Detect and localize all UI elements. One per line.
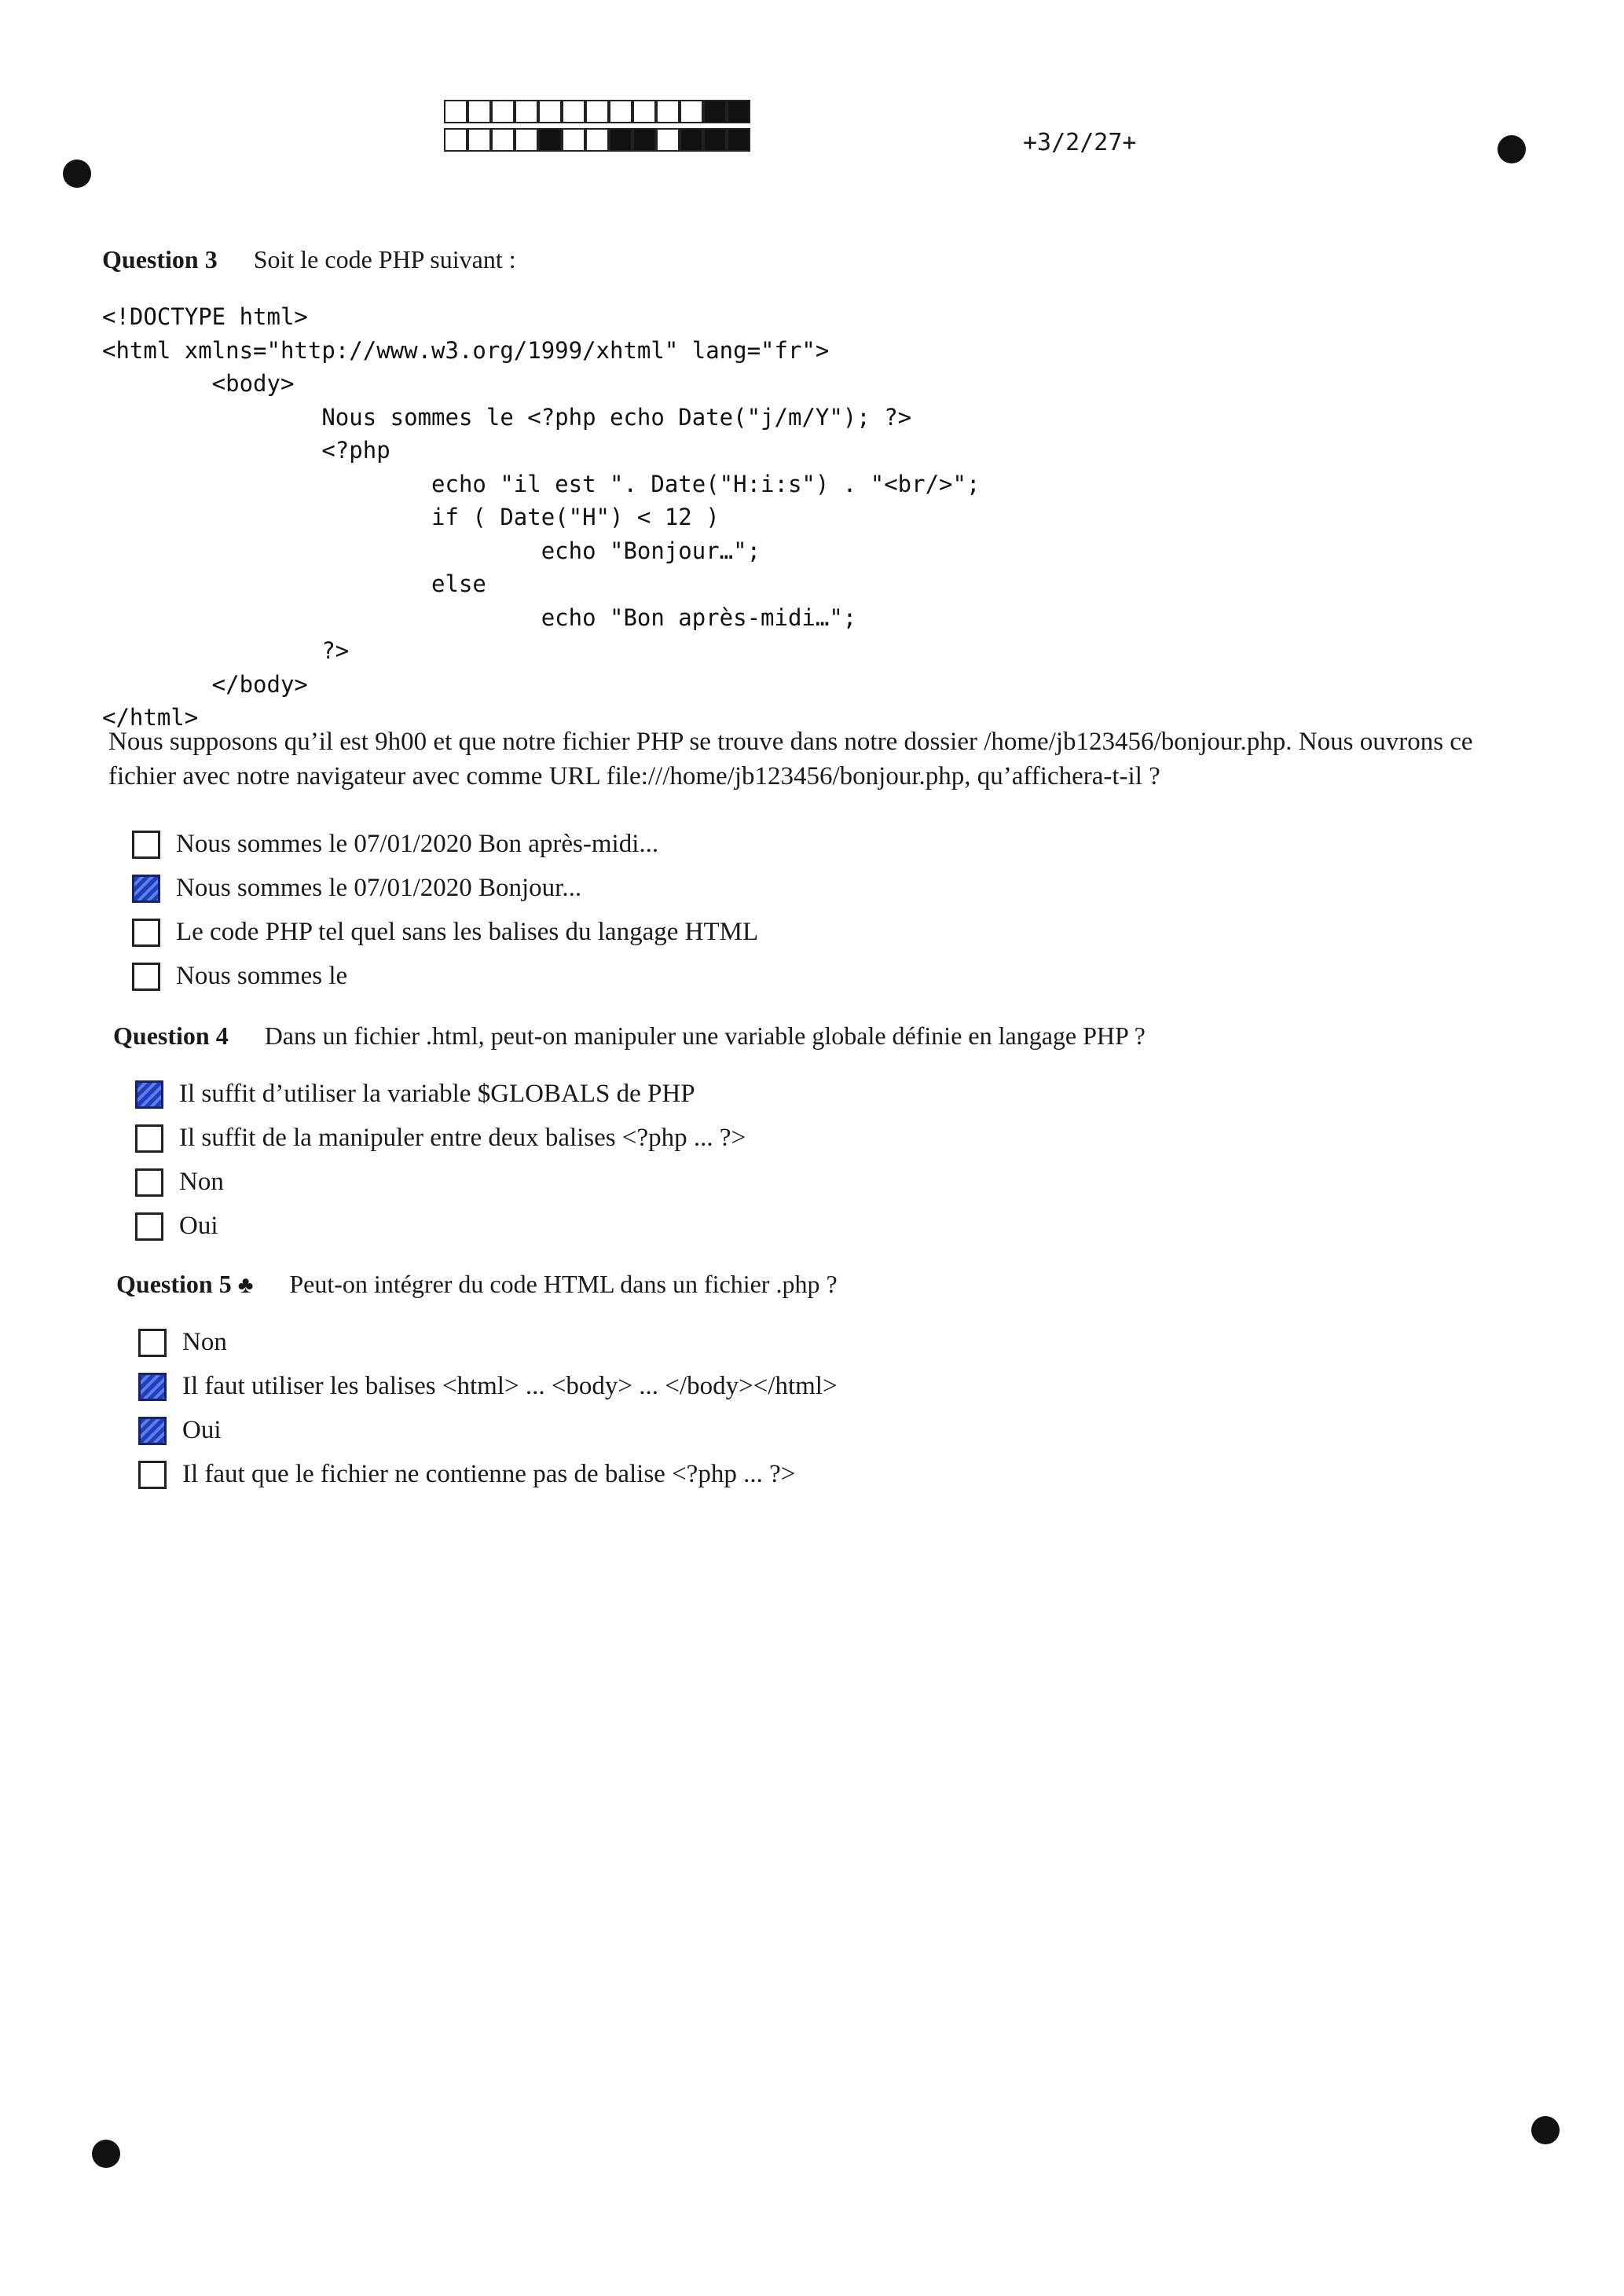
barcode-cell bbox=[562, 128, 585, 152]
barcode-row bbox=[444, 100, 750, 123]
q3-choice-1[interactable] bbox=[132, 830, 658, 859]
checkbox[interactable] bbox=[135, 1124, 163, 1153]
student-id-barcode bbox=[444, 100, 750, 156]
choice-label: Il suffit de la manipuler entre deux balises <?php ... ?> bbox=[179, 1124, 746, 1152]
registration-mark-top-right bbox=[1498, 135, 1526, 163]
barcode-cell bbox=[703, 128, 727, 152]
barcode-cell bbox=[656, 128, 680, 152]
choice-label: Nous sommes le bbox=[176, 962, 348, 990]
page-identifier: +3/2/27+ bbox=[1023, 129, 1137, 156]
question-4-header bbox=[113, 1021, 1146, 1051]
checkbox-checked[interactable] bbox=[138, 1417, 167, 1445]
q3-choice-2[interactable] bbox=[132, 874, 581, 903]
barcode-cell bbox=[515, 100, 538, 123]
checkbox[interactable] bbox=[132, 919, 160, 947]
barcode-cell bbox=[444, 128, 467, 152]
choice-label: Oui bbox=[182, 1416, 222, 1444]
choice-label: Nous sommes le 07/01/2020 Bon après-midi... bbox=[176, 830, 659, 858]
barcode-cell bbox=[538, 100, 562, 123]
barcode-cell bbox=[703, 100, 727, 123]
choice-label: Il faut que le fichier ne contienne pas de balise <?php ... ?> bbox=[182, 1460, 796, 1488]
checkbox[interactable] bbox=[135, 1168, 163, 1197]
barcode-cell bbox=[609, 100, 632, 123]
barcode-cell bbox=[632, 128, 656, 152]
registration-mark-bottom-left bbox=[92, 2140, 120, 2168]
checkbox[interactable] bbox=[138, 1461, 167, 1489]
barcode-cell bbox=[467, 100, 491, 123]
barcode-cell bbox=[444, 100, 467, 123]
choice-label: Non bbox=[182, 1328, 227, 1356]
php-code-block: <!DOCTYPE html> <html xmlns="http://www.w3.org/1999/xhtml" lang="fr"> <body> Nous sommes le <?php echo Date("j/m/Y"); ?> <?php echo "il est ". Date("H:i:s") . "<br/>"; if ( Date("H") < 12 ) echo "Bonjour…"; else echo "Bon après-midi…"; ?> </body> </html> bbox=[102, 303, 981, 731]
choice-label: Il suffit d’utiliser la variable $GLOBALS de PHP bbox=[179, 1080, 695, 1108]
q5-choice-2[interactable] bbox=[138, 1372, 838, 1401]
q5-choice-3[interactable] bbox=[138, 1416, 222, 1445]
question-5-header bbox=[116, 1270, 838, 1299]
barcode-cell bbox=[491, 128, 515, 152]
checkbox-checked[interactable] bbox=[132, 875, 160, 903]
q4-choice-2[interactable] bbox=[135, 1124, 746, 1153]
checkbox[interactable] bbox=[132, 831, 160, 859]
club-icon: ♣ bbox=[237, 1272, 254, 1298]
barcode-row bbox=[444, 128, 750, 152]
barcode-cell bbox=[585, 100, 609, 123]
q4-choice-3[interactable] bbox=[135, 1168, 224, 1197]
registration-mark-bottom-right bbox=[1531, 2116, 1560, 2144]
question-4-prompt: Dans un fichier .html, peut-on manipuler une variable globale définie en langage PHP ? bbox=[264, 1021, 1146, 1050]
barcode-cell bbox=[609, 128, 632, 152]
q4-choice-1[interactable] bbox=[135, 1080, 695, 1109]
checkbox[interactable] bbox=[132, 963, 160, 991]
q5-choice-4[interactable] bbox=[138, 1460, 795, 1489]
question-4-label: Question 4 bbox=[113, 1021, 229, 1050]
checkbox[interactable] bbox=[138, 1329, 167, 1357]
q3-choice-3[interactable] bbox=[132, 918, 758, 947]
barcode-cell bbox=[632, 100, 656, 123]
choice-label: Le code PHP tel quel sans les balises du langage HTML bbox=[176, 918, 759, 946]
registration-mark-top-left bbox=[63, 160, 91, 188]
checkbox-checked[interactable] bbox=[138, 1373, 167, 1401]
checkbox-checked[interactable] bbox=[135, 1080, 163, 1109]
checkbox[interactable] bbox=[135, 1212, 163, 1241]
barcode-cell bbox=[727, 100, 750, 123]
choice-label: Nous sommes le 07/01/2020 Bonjour... bbox=[176, 874, 582, 902]
choice-label: Oui bbox=[179, 1212, 218, 1240]
question-3-label: Question 3 bbox=[102, 245, 218, 273]
question-3-prompt: Soit le code PHP suivant : bbox=[253, 245, 516, 273]
choice-label: Il faut utiliser les balises <html> ... <body> ... </body></html> bbox=[182, 1372, 838, 1400]
barcode-cell bbox=[467, 128, 491, 152]
barcode-cell bbox=[585, 128, 609, 152]
question-5-prompt: Peut-on intégrer du code HTML dans un fichier .php ? bbox=[289, 1270, 838, 1298]
choice-label: Non bbox=[179, 1168, 224, 1196]
q3-choice-4[interactable] bbox=[132, 962, 347, 991]
barcode-cell bbox=[727, 128, 750, 152]
barcode-cell bbox=[562, 100, 585, 123]
barcode-cell bbox=[538, 128, 562, 152]
barcode-cell bbox=[515, 128, 538, 152]
question-3-header bbox=[102, 245, 516, 274]
barcode-cell bbox=[680, 100, 703, 123]
barcode-cell bbox=[491, 100, 515, 123]
question-5-label: Question 5 ♣ bbox=[116, 1270, 254, 1298]
question-3-text: Nous supposons qu’il est 9h00 et que notre fichier PHP se trouve dans notre dossier /home/jb123456/bonjour.php. Nous ouvrons ce fichier avec notre navigateur avec comme URL file:///home/jb123456/bonjour.php, qu’affichera-t-il ? bbox=[108, 728, 1473, 790]
q4-choice-4[interactable] bbox=[135, 1212, 218, 1241]
barcode-cell bbox=[680, 128, 703, 152]
q5-choice-1[interactable] bbox=[138, 1328, 227, 1357]
barcode-cell bbox=[656, 100, 680, 123]
